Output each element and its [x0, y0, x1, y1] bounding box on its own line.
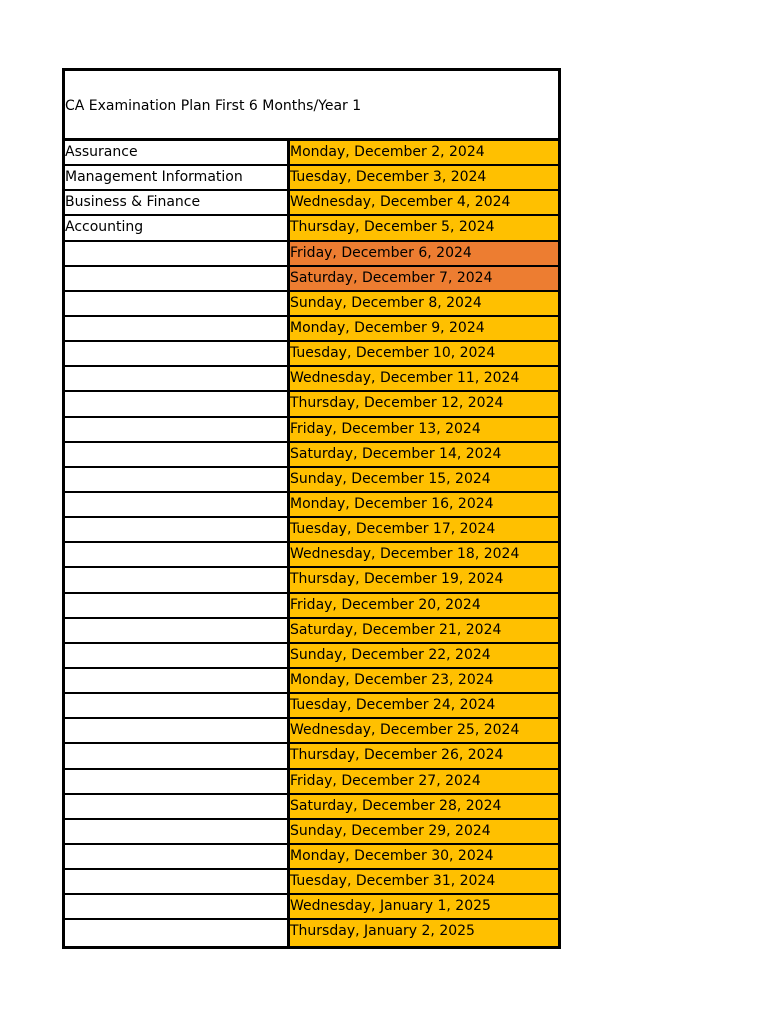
- table-row: [65, 518, 558, 543]
- date-cell[interactable]: Monday, December 16, 2024: [290, 493, 558, 516]
- table-row: [65, 568, 558, 593]
- subject-cell[interactable]: [65, 518, 290, 541]
- date-cell[interactable]: Sunday, December 8, 2024: [290, 292, 558, 315]
- table-row: [65, 669, 558, 694]
- subject-cell[interactable]: [65, 694, 290, 717]
- table-row: [65, 820, 558, 845]
- date-cell[interactable]: Sunday, December 15, 2024: [290, 468, 558, 491]
- subject-cell[interactable]: Management Information: [65, 166, 290, 189]
- table-row: [65, 644, 558, 669]
- date-cell[interactable]: Tuesday, December 10, 2024: [290, 342, 558, 365]
- table-row: [65, 870, 558, 895]
- date-cell[interactable]: Friday, December 27, 2024: [290, 770, 558, 793]
- subject-cell[interactable]: [65, 392, 290, 415]
- date-cell[interactable]: Thursday, December 19, 2024: [290, 568, 558, 591]
- table-row: [65, 166, 558, 191]
- subject-cell[interactable]: [65, 543, 290, 566]
- subject-cell[interactable]: [65, 443, 290, 466]
- date-cell[interactable]: Monday, December 30, 2024: [290, 845, 558, 868]
- table-row: [65, 141, 558, 166]
- subject-cell[interactable]: [65, 267, 290, 290]
- subject-cell[interactable]: [65, 744, 290, 767]
- table-row: [65, 694, 558, 719]
- table-row: [65, 392, 558, 417]
- table-row: [65, 770, 558, 795]
- subject-cell[interactable]: [65, 820, 290, 843]
- table-row: [65, 468, 558, 493]
- table-row: [65, 895, 558, 920]
- date-cell[interactable]: Wednesday, December 25, 2024: [290, 719, 558, 742]
- table-row: [65, 367, 558, 392]
- date-cell[interactable]: Friday, December 13, 2024: [290, 418, 558, 441]
- table-row: [65, 594, 558, 619]
- table-row: [65, 543, 558, 568]
- table-row: [65, 191, 558, 216]
- date-cell[interactable]: Tuesday, December 3, 2024: [290, 166, 558, 189]
- date-cell[interactable]: Friday, December 6, 2024: [290, 242, 558, 265]
- table-row: [65, 845, 558, 870]
- subject-cell[interactable]: Accounting: [65, 216, 290, 239]
- table-row: [65, 719, 558, 744]
- subject-cell[interactable]: [65, 317, 290, 340]
- date-cell[interactable]: Friday, December 20, 2024: [290, 594, 558, 617]
- subject-cell[interactable]: [65, 468, 290, 491]
- table-row: [65, 619, 558, 644]
- subject-cell[interactable]: [65, 719, 290, 742]
- subject-cell[interactable]: [65, 920, 290, 945]
- date-cell[interactable]: Monday, December 9, 2024: [290, 317, 558, 340]
- table-row: [65, 216, 558, 241]
- date-cell[interactable]: Thursday, December 12, 2024: [290, 392, 558, 415]
- date-cell[interactable]: Wednesday, January 1, 2025: [290, 895, 558, 918]
- date-cell[interactable]: Tuesday, December 24, 2024: [290, 694, 558, 717]
- subject-cell[interactable]: [65, 242, 290, 265]
- date-cell[interactable]: Saturday, December 14, 2024: [290, 443, 558, 466]
- table-row: [65, 292, 558, 317]
- table-row: [65, 267, 558, 292]
- date-cell[interactable]: Wednesday, December 4, 2024: [290, 191, 558, 214]
- date-cell[interactable]: Monday, December 23, 2024: [290, 669, 558, 692]
- schedule-rows: [65, 141, 558, 946]
- table-row: [65, 744, 558, 769]
- subject-cell[interactable]: [65, 568, 290, 591]
- date-cell[interactable]: Thursday, December 5, 2024: [290, 216, 558, 239]
- date-cell[interactable]: Tuesday, December 31, 2024: [290, 870, 558, 893]
- table-row: [65, 920, 558, 945]
- subject-cell[interactable]: [65, 493, 290, 516]
- date-cell[interactable]: Wednesday, December 18, 2024: [290, 543, 558, 566]
- subject-cell[interactable]: [65, 619, 290, 642]
- subject-cell[interactable]: [65, 795, 290, 818]
- date-cell[interactable]: Sunday, December 22, 2024: [290, 644, 558, 667]
- subject-cell[interactable]: [65, 895, 290, 918]
- date-cell[interactable]: Tuesday, December 17, 2024: [290, 518, 558, 541]
- table-row: [65, 493, 558, 518]
- exam-plan-sheet: [62, 68, 561, 949]
- date-cell[interactable]: Wednesday, December 11, 2024: [290, 367, 558, 390]
- table-row: [65, 342, 558, 367]
- table-row: [65, 795, 558, 820]
- table-row: [65, 418, 558, 443]
- date-cell[interactable]: Saturday, December 21, 2024: [290, 619, 558, 642]
- date-cell[interactable]: Saturday, December 28, 2024: [290, 795, 558, 818]
- date-cell[interactable]: Thursday, December 26, 2024: [290, 744, 558, 767]
- date-cell[interactable]: Thursday, January 2, 2025: [290, 920, 558, 945]
- subject-cell[interactable]: [65, 644, 290, 667]
- subject-cell[interactable]: [65, 292, 290, 315]
- table-row: [65, 242, 558, 267]
- subject-cell[interactable]: [65, 669, 290, 692]
- subject-cell[interactable]: [65, 418, 290, 441]
- subject-cell[interactable]: [65, 845, 290, 868]
- subject-cell[interactable]: [65, 870, 290, 893]
- subject-cell[interactable]: [65, 594, 290, 617]
- date-cell[interactable]: Sunday, December 29, 2024: [290, 820, 558, 843]
- date-cell[interactable]: Saturday, December 7, 2024: [290, 267, 558, 290]
- table-row: [65, 443, 558, 468]
- subject-cell[interactable]: [65, 342, 290, 365]
- subject-cell[interactable]: Business & Finance: [65, 191, 290, 214]
- subject-cell[interactable]: [65, 367, 290, 390]
- table-row: [65, 317, 558, 342]
- subject-cell[interactable]: Assurance: [65, 141, 290, 164]
- subject-cell[interactable]: [65, 770, 290, 793]
- date-cell[interactable]: Monday, December 2, 2024: [290, 141, 558, 164]
- sheet-title[interactable]: CA Examination Plan First 6 Months/Year 1: [65, 71, 558, 141]
